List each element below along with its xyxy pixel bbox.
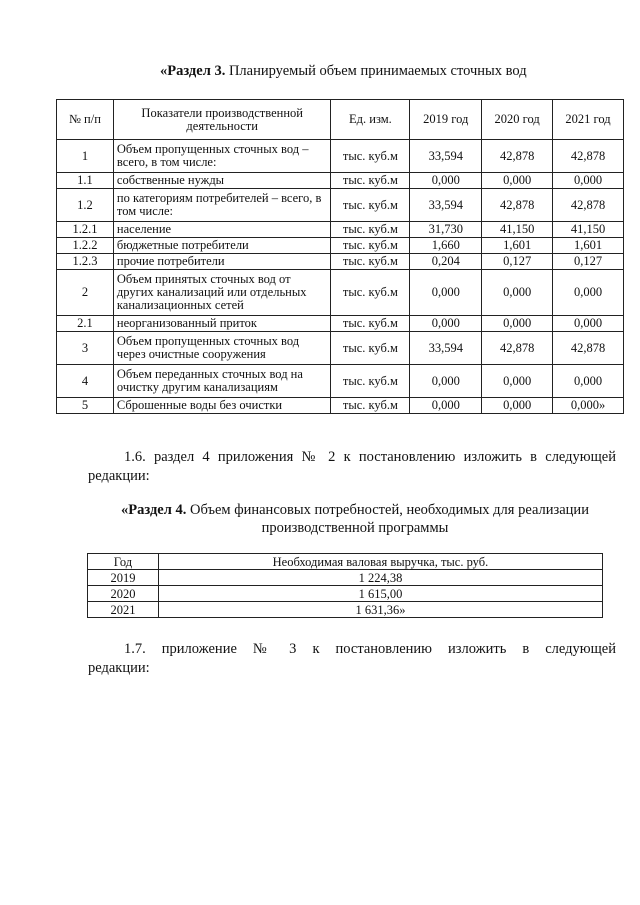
row-year: 2019 (88, 570, 159, 586)
row-value-2021: 0,127 (553, 254, 624, 270)
row-value-2019: 0,000 (410, 365, 482, 398)
row-value-2019: 0,000 (410, 398, 482, 414)
row-indicator: неорганизованный приток (113, 316, 331, 332)
section4-title-text: Объем финансовых потребностей, необходимых для реализации производственной программы (189, 502, 589, 536)
paragraph-1-7-text: 1.7. приложение № 3 к постановлению изложить в следующей редакции: (88, 641, 616, 676)
row-year: 2020 (88, 586, 159, 602)
section3-title-bold: «Раздел 3. (160, 63, 226, 79)
table-row (57, 222, 624, 238)
header-unit: Ед. изм. (331, 100, 410, 140)
row-value-2019: 31,730 (410, 222, 482, 238)
table-row (57, 238, 624, 254)
header-revenue: Необходимая валовая выручка, тыс. руб. (158, 554, 602, 570)
row-value-2020: 42,878 (482, 140, 553, 173)
section4-title-bold: «Раздел 4. (121, 502, 187, 518)
table-header-row (57, 100, 624, 140)
row-value-2020: 42,878 (482, 332, 553, 365)
paragraph-1-6-text: 1.6. раздел 4 приложения № 2 к постановлению изложить в следующей редакции: (88, 449, 616, 484)
row-value-2021: 41,150 (553, 222, 624, 238)
header-2021: 2021 год (553, 100, 624, 140)
row-value-2019: 0,000 (410, 316, 482, 332)
row-value-2021: 42,878 (553, 140, 624, 173)
table-row (57, 173, 624, 189)
financial-needs-table (87, 553, 603, 618)
table-row (88, 602, 603, 618)
row-revenue: 1 615,00 (158, 586, 602, 602)
paragraph-1-6 (88, 448, 616, 486)
row-value-2021: 42,878 (553, 189, 624, 222)
row-value-2020: 0,000 (482, 270, 553, 316)
row-value-2019: 0,000 (410, 173, 482, 189)
table-row (57, 365, 624, 398)
row-value-2020: 42,878 (482, 189, 553, 222)
paragraph-1-7 (88, 640, 616, 678)
row-value-2021: 0,000 (553, 173, 624, 189)
section3-title (160, 63, 580, 80)
table-row (57, 270, 624, 316)
row-year: 2021 (88, 602, 159, 618)
table-row (57, 254, 624, 270)
table-header-row (88, 554, 603, 570)
table-row (88, 586, 603, 602)
row-value-2019: 0,000 (410, 270, 482, 316)
row-num: 1 (57, 140, 114, 173)
row-value-2019: 0,204 (410, 254, 482, 270)
row-value-2019: 33,594 (410, 140, 482, 173)
row-indicator: Сброшенные воды без очистки (113, 398, 331, 414)
header-indicator: Показатели производственной деятельности (113, 100, 331, 140)
row-value-2021: 0,000 (553, 316, 624, 332)
row-value-2021: 0,000 (553, 365, 624, 398)
table-row (57, 332, 624, 365)
row-value-2019: 33,594 (410, 189, 482, 222)
table-row (88, 570, 603, 586)
row-unit: тыс. куб.м (331, 222, 410, 238)
row-unit: тыс. куб.м (331, 316, 410, 332)
header-2019: 2019 год (410, 100, 482, 140)
row-value-2020: 1,601 (482, 238, 553, 254)
row-indicator: собственные нужды (113, 173, 331, 189)
row-value-2020: 0,127 (482, 254, 553, 270)
table-row (57, 189, 624, 222)
row-num: 5 (57, 398, 114, 414)
row-unit: тыс. куб.м (331, 398, 410, 414)
row-num: 2.1 (57, 316, 114, 332)
row-num: 3 (57, 332, 114, 365)
row-indicator: Объем пропущенных сточных вод – всего, в том числе: (113, 140, 331, 173)
row-num: 2 (57, 270, 114, 316)
row-value-2021: 1,601 (553, 238, 624, 254)
row-value-2020: 0,000 (482, 365, 553, 398)
row-unit: тыс. куб.м (331, 332, 410, 365)
row-unit: тыс. куб.м (331, 254, 410, 270)
row-unit: тыс. куб.м (331, 270, 410, 316)
row-value-2020: 0,000 (482, 173, 553, 189)
row-num: 1.2.3 (57, 254, 114, 270)
row-value-2020: 41,150 (482, 222, 553, 238)
row-unit: тыс. куб.м (331, 365, 410, 398)
row-revenue: 1 631,36» (158, 602, 602, 618)
row-unit: тыс. куб.м (331, 238, 410, 254)
row-num: 1.2.2 (57, 238, 114, 254)
row-value-2020: 0,000 (482, 398, 553, 414)
row-value-2021: 0,000» (553, 398, 624, 414)
section3-title-text: Планируемый объем принимаемых сточных вод (228, 63, 527, 79)
table-row (57, 398, 624, 414)
row-num: 4 (57, 365, 114, 398)
row-indicator: Объем принятых сточных вод от других канализаций или отдельных канализационных сетей (113, 270, 331, 316)
row-indicator: Объем пропущенных сточных вод через очистные сооружения (113, 332, 331, 365)
header-num: № п/п (57, 100, 114, 140)
header-2020: 2020 год (482, 100, 553, 140)
row-num: 1.2.1 (57, 222, 114, 238)
row-value-2021: 0,000 (553, 270, 624, 316)
section4-title (90, 501, 620, 537)
row-value-2019: 1,660 (410, 238, 482, 254)
header-year: Год (88, 554, 159, 570)
row-indicator: население (113, 222, 331, 238)
row-indicator: бюджетные потребители (113, 238, 331, 254)
row-unit: тыс. куб.м (331, 173, 410, 189)
row-revenue: 1 224,38 (158, 570, 602, 586)
row-indicator: Объем переданных сточных вод на очистку другим канализациям (113, 365, 331, 398)
table-row (57, 316, 624, 332)
row-num: 1.1 (57, 173, 114, 189)
row-unit: тыс. куб.м (331, 140, 410, 173)
row-value-2020: 0,000 (482, 316, 553, 332)
wastewater-volume-table (56, 99, 624, 414)
table-row (57, 140, 624, 173)
row-value-2021: 42,878 (553, 332, 624, 365)
row-indicator: по категориям потребителей – всего, в том числе: (113, 189, 331, 222)
row-num: 1.2 (57, 189, 114, 222)
row-value-2019: 33,594 (410, 332, 482, 365)
row-unit: тыс. куб.м (331, 189, 410, 222)
row-indicator: прочие потребители (113, 254, 331, 270)
